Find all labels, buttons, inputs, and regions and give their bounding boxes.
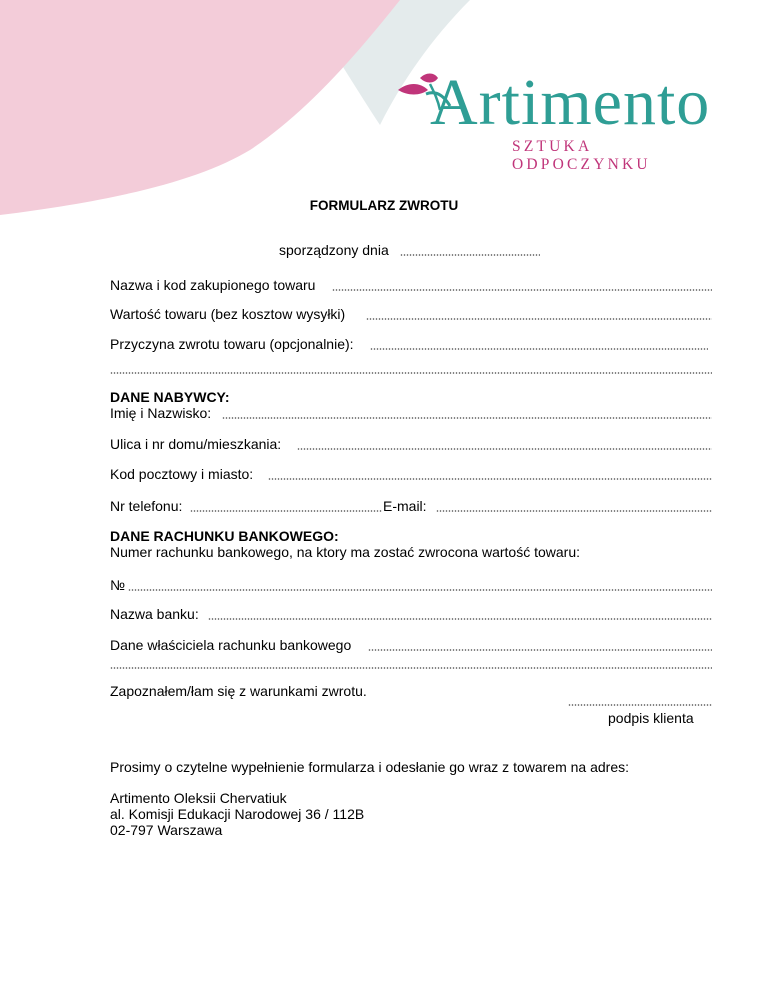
- artimento-logo: [390, 66, 735, 173]
- reason-field[interactable]: [370, 348, 708, 350]
- owner-field-line2[interactable]: [110, 667, 712, 669]
- bank-heading: DANE RACHUNKU BANKOWEGO:: [110, 528, 339, 544]
- postal-field[interactable]: [268, 478, 712, 480]
- form-title: FORMULARZ ZWROTU: [309, 198, 459, 213]
- name-label: Imię i Nazwisko:: [110, 405, 212, 421]
- signature-label: podpis klienta: [608, 710, 694, 726]
- address-line-1: Artimento Oleksii Chervatiuk: [110, 790, 287, 806]
- reason-field-line2[interactable]: [110, 372, 712, 374]
- email-field[interactable]: [436, 510, 712, 512]
- reason-label: Przyczyna zwrotu towaru (opcjonalnie):: [110, 336, 354, 352]
- street-label: Ulica i nr domu/mieszkania:: [110, 436, 282, 452]
- date-field[interactable]: [400, 254, 540, 256]
- product-field[interactable]: [332, 289, 712, 291]
- bank-number-field[interactable]: [128, 589, 712, 591]
- value-field[interactable]: [366, 318, 712, 320]
- postal-label: Kod pocztowy i miasto:: [110, 466, 254, 482]
- phone-field[interactable]: [190, 510, 382, 512]
- product-label: Nazwa i kod zakupionego towaru: [110, 277, 316, 293]
- address-line-3: 02-797 Warszawa: [110, 822, 223, 838]
- signature-field[interactable]: [568, 704, 712, 706]
- name-field[interactable]: [222, 417, 712, 419]
- instruction-text: Prosimy o czytelne wypełnienie formularza i odesłanie go wraz z towarem na adres:: [110, 759, 630, 775]
- phone-label: Nr telefonu:: [110, 498, 183, 514]
- buyer-heading: DANE NABYWCY:: [110, 389, 230, 405]
- email-label: E-mail:: [383, 498, 427, 514]
- logo-wordmark: Artimento: [430, 66, 711, 139]
- street-field[interactable]: [297, 448, 712, 450]
- value-label: Wartość towaru (bez kosztow wysyłki): [110, 306, 346, 322]
- consent-text: Zapoznałem/łam się z warunkami zwrotu.: [110, 683, 367, 699]
- date-label: sporządzony dnia: [279, 242, 389, 258]
- owner-label: Dane właściciela rachunku bankowego: [110, 637, 352, 653]
- bank-name-field[interactable]: [208, 618, 712, 620]
- bank-number-description: Numer rachunku bankowego, na ktory ma zostać zwrocona wartość towaru:: [110, 544, 580, 560]
- logo-tagline: SZTUKA ODPOCZYNKU: [512, 138, 651, 173]
- address-line-2: al. Komisji Edukacji Narodowej 36 / 112B: [110, 806, 365, 822]
- bank-name-label: Nazwa banku:: [110, 606, 199, 622]
- number-sign: №: [110, 577, 126, 593]
- owner-field[interactable]: [368, 649, 712, 651]
